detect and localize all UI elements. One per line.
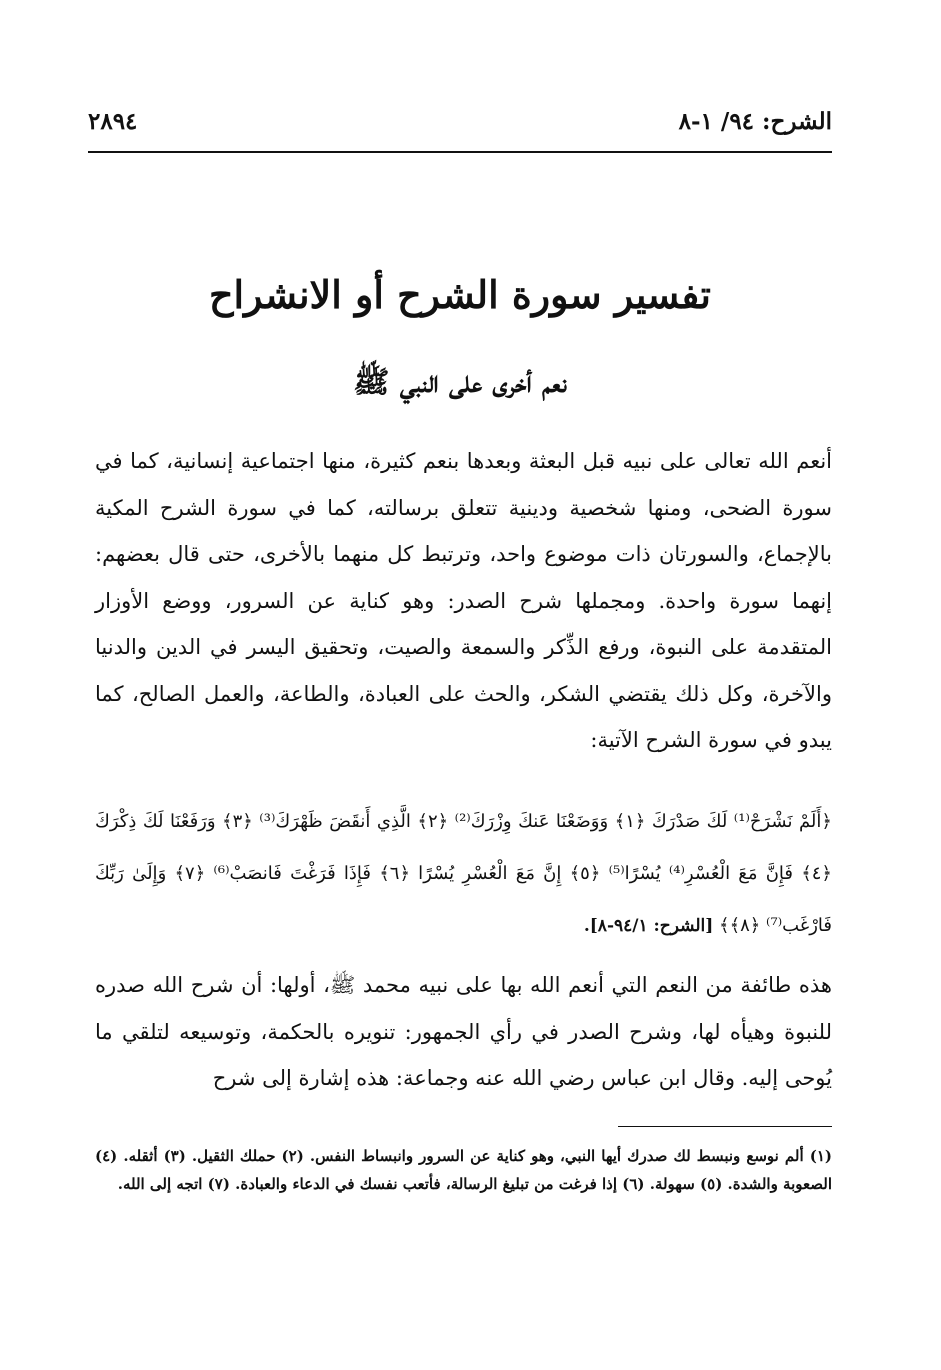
quran-verses-block <box>95 796 832 952</box>
header-divider <box>88 151 832 153</box>
surah-reference: الشرح: ٩٤/ ١-٨ <box>678 108 832 135</box>
running-header <box>88 108 832 148</box>
quran-verses: ﴿أَلَمْ نَشْرَحْ⁽¹⁾ لَكَ صَدْرَكَ ﴿١﴾ وَوَضَعْنَا عَنكَ وِزْرَكَ⁽²⁾ ﴿٢﴾ الَّذِي أَنقَضَ ظَهْرَكَ⁽³⁾ ﴿٣﴾ وَرَفَعْنَا لَكَ ذِكْرَكَ ﴿٤﴾ فَإِنَّ مَعَ الْعُسْرِ⁽⁴⁾ يُسْرًا⁽⁵⁾ ﴿٥﴾ إِنَّ مَعَ الْعُسْرِ يُسْرًا ﴿٦﴾ فَإِذَا فَرَغْتَ فَانصَبْ⁽⁶⁾ ﴿٧﴾ وَإِلَىٰ رَبِّكَ فَارْغَب⁽⁷⁾ ﴿٨﴾﴾ <box>95 811 832 936</box>
page-number: ٢٨٩٤ <box>88 108 138 135</box>
intro-paragraph: أنعم الله تعالى على نبيه قبل البعثة وبعدها بنعم كثيرة، منها اجتماعية إنسانية، كما في سورة الضحى، ومنها شخصية ودينية تتعلق برسالته، كما في سورة الشرح المكية بالإجماع، والسورتان ذات موضوع واحد، وترتبط كل منهما بالأخرى، حتى قال بعضهم: إنهما سورة واحدة. ومجملها شرح الصدر: وهو كناية عن السرور، ووضع الأوزار المتقدمة على النبوة، ورفع الذِّكر والسمعة والصيت، وتحقيق اليسر في الدين والدنيا والآخرة، وكل ذلك يقتضي الشكر، والحث على العبادة، والطاعة، والعمل الصالح، كما يبدو في سورة الشرح الآتية: <box>95 449 832 752</box>
commentary-paragraph: هذه طائفة من النعم التي أنعم الله بها على نبيه محمد ﷺ، أولها: أن شرح الله صدره للنبوة وهيأه لها، وشرح الصدر في رأي الجمهور: تنويره بالحكمة، وتوسيعه لتلقي ما يُوحى إليه. وقال ابن عباس رضي الله عنه وجماعة: هذه إشارة إلى شرح <box>95 973 832 1090</box>
footnotes: (١) ألم نوسع ونبسط لك صدرك أيها النبي، وهو كناية عن السرور وانبساط النفس. (٢) حملك الثقيل. (٣) أثقله. (٤) الصعوبة والشدة. (٥) سهولة. (٦) إذا فرغت من تبليغ الرسالة، فأتعب نفسك في الدعاء والعبادة. (٧) اتجه إلى الله. <box>95 1147 832 1193</box>
footnote-divider <box>618 1126 832 1127</box>
section-subtitle: نعم أخرى على النبي ﷺ <box>353 365 567 400</box>
chapter-title: تفسير سورة الشرح أو الانشراح <box>209 272 711 317</box>
verse-source: [الشرح: ٩٤/١-٨]. <box>583 916 714 936</box>
